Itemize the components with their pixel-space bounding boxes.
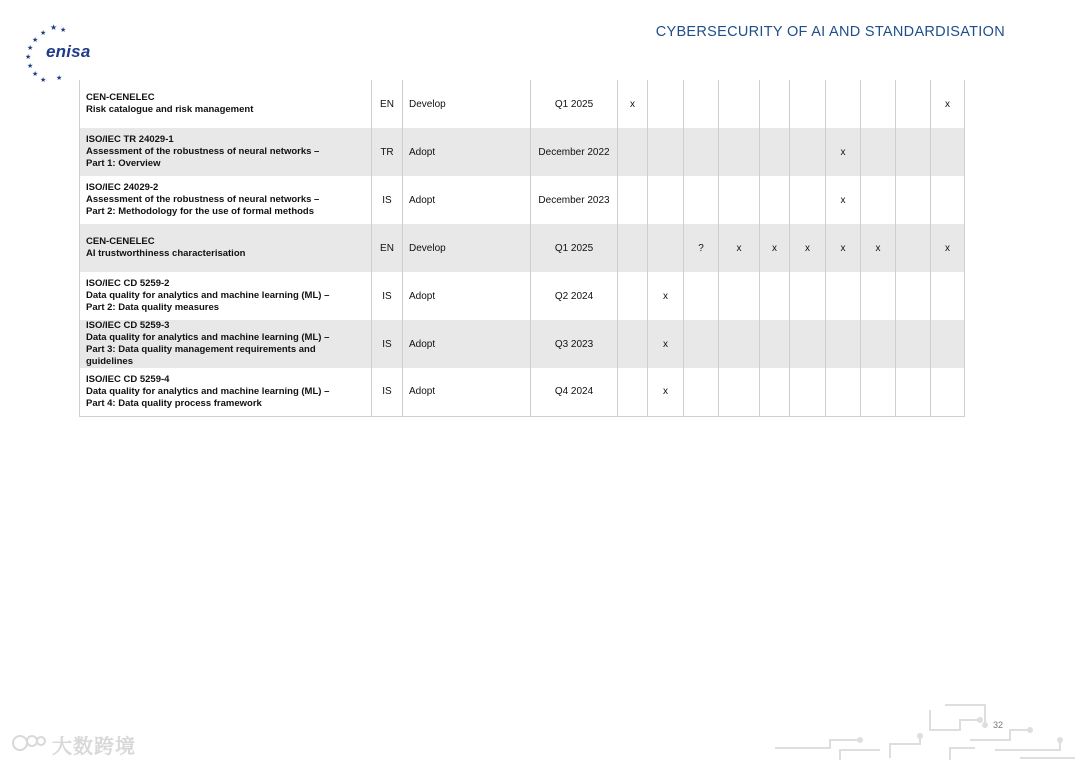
standard-title-line: ISO/IEC TR 24029-1 — [86, 134, 174, 145]
standard-title-line: Data quality for analytics and machine learning (ML) – — [86, 385, 330, 397]
mark-cell — [760, 272, 790, 320]
table-row — [80, 128, 965, 176]
document-type-cell: TR — [372, 128, 403, 176]
mark-cell — [618, 176, 648, 224]
mark-cell — [760, 368, 790, 416]
standard-title-line: Data quality for analytics and machine learning (ML) – — [86, 290, 330, 301]
date-cell: Q2 2024 — [531, 272, 618, 320]
mark-cell — [618, 368, 648, 416]
standard-title-cell — [80, 128, 372, 176]
mark-cell: ? — [684, 224, 719, 272]
mark-cell: x — [790, 224, 826, 272]
mark-cell — [931, 176, 965, 224]
standard-title-line: ISO/IEC CD 5259-3 — [86, 320, 170, 331]
table-row — [80, 176, 965, 224]
svg-text:★: ★ — [32, 37, 39, 44]
standard-title-cell — [80, 368, 372, 416]
svg-text:★: ★ — [25, 54, 32, 61]
watermark-icon — [10, 733, 46, 753]
mark-cell — [861, 320, 896, 368]
standard-title-line: Risk catalogue and risk management — [86, 104, 254, 115]
mark-cell — [618, 128, 648, 176]
mark-cell — [896, 368, 931, 416]
mark-cell — [684, 320, 719, 368]
mark-cell: x — [719, 224, 760, 272]
page-number: 32 — [993, 720, 1004, 730]
mark-cell — [931, 368, 965, 416]
table-row — [80, 272, 965, 320]
mark-cell — [790, 128, 826, 176]
mark-cell: x — [826, 176, 861, 224]
standard-title-line: Data quality for analytics and machine learning (ML) – — [86, 332, 330, 343]
action-cell: Develop — [403, 224, 531, 272]
mark-cell — [826, 320, 861, 368]
mark-cell — [648, 176, 684, 224]
mark-cell: x — [618, 80, 648, 128]
mark-cell — [760, 320, 790, 368]
mark-cell: x — [648, 272, 684, 320]
mark-cell — [719, 368, 760, 416]
standard-title-line: ISO/IEC 24029-2 — [86, 182, 159, 193]
document-title: CYBERSECURITY OF AI AND STANDARDISATION — [655, 24, 1005, 40]
svg-text:★: ★ — [32, 71, 39, 78]
mark-cell — [861, 368, 896, 416]
circuit-decoration — [770, 700, 1080, 763]
standard-title-line: CEN-CENELEC — [86, 92, 155, 103]
mark-cell — [861, 176, 896, 224]
action-cell: Adopt — [403, 176, 531, 224]
mark-cell — [618, 272, 648, 320]
standard-title-line: AI trustworthiness characterisation — [86, 248, 246, 259]
action-cell: Develop — [403, 80, 531, 128]
mark-cell — [790, 80, 826, 128]
mark-cell — [896, 272, 931, 320]
mark-cell — [826, 80, 861, 128]
document-type-cell: IS — [372, 320, 403, 368]
mark-cell: x — [931, 224, 965, 272]
date-cell: Q1 2025 — [531, 80, 618, 128]
standards-table — [79, 80, 965, 417]
logo-wordmark: enisa — [46, 42, 91, 61]
mark-cell — [618, 320, 648, 368]
standard-title-line: ISO/IEC CD 5259-2 — [86, 278, 170, 289]
mark-cell — [790, 176, 826, 224]
document-type-cell: IS — [372, 272, 403, 320]
table-row — [80, 368, 965, 416]
svg-text:★: ★ — [40, 77, 47, 84]
mark-cell: x — [931, 80, 965, 128]
mark-cell: x — [648, 320, 684, 368]
standard-title-cell — [80, 80, 372, 128]
standard-title-line: Part 3: Data quality management requirements and — [86, 344, 316, 355]
mark-cell — [790, 320, 826, 368]
mark-cell — [790, 272, 826, 320]
svg-text:★: ★ — [27, 45, 34, 52]
mark-cell — [719, 320, 760, 368]
mark-cell — [931, 272, 965, 320]
standard-title-line: Assessment of the robustness of neural networks – — [86, 146, 320, 157]
document-type-cell: EN — [372, 224, 403, 272]
mark-cell — [790, 368, 826, 416]
action-cell: Adopt — [403, 272, 531, 320]
mark-cell: x — [826, 128, 861, 176]
mark-cell — [684, 176, 719, 224]
standard-title-cell — [80, 224, 372, 272]
watermark-text: 大数跨境 — [52, 736, 136, 758]
mark-cell — [684, 80, 719, 128]
date-cell: Q1 2025 — [531, 224, 618, 272]
mark-cell — [648, 80, 684, 128]
standard-title-cell — [80, 320, 372, 368]
action-cell: Adopt — [403, 320, 531, 368]
mark-cell — [684, 272, 719, 320]
svg-text:★: ★ — [27, 63, 34, 70]
table-row — [80, 224, 965, 272]
svg-text:★: ★ — [50, 23, 58, 32]
mark-cell — [648, 224, 684, 272]
date-cell: December 2023 — [531, 176, 618, 224]
mark-cell: x — [861, 224, 896, 272]
date-cell: Q4 2024 — [531, 368, 618, 416]
standard-title-line: Part 2: Methodology for the use of formal methods — [86, 206, 315, 217]
svg-text:★: ★ — [40, 30, 47, 37]
date-cell: Q3 2023 — [531, 320, 618, 368]
mark-cell — [719, 176, 760, 224]
standard-title-line: Part 2: Data quality measures — [86, 302, 220, 313]
mark-cell: x — [826, 224, 861, 272]
standard-title-line: Part 4: Data quality process framework — [86, 397, 262, 409]
mark-cell — [896, 224, 931, 272]
mark-cell — [684, 128, 719, 176]
mark-cell — [896, 80, 931, 128]
mark-cell — [826, 368, 861, 416]
standard-title-line: ISO/IEC CD 5259-4 — [86, 373, 170, 385]
document-type-cell: EN — [372, 80, 403, 128]
mark-cell — [719, 80, 760, 128]
standard-title-line: CEN-CENELEC — [86, 236, 155, 247]
document-type-cell: IS — [372, 176, 403, 224]
standard-title-line: Assessment of the robustness of neural networks – — [86, 194, 320, 205]
mark-cell — [648, 128, 684, 176]
mark-cell — [618, 224, 648, 272]
mark-cell — [760, 128, 790, 176]
mark-cell — [896, 176, 931, 224]
mark-cell — [896, 128, 931, 176]
mark-cell — [684, 368, 719, 416]
mark-cell — [896, 320, 931, 368]
date-cell: December 2022 — [531, 128, 618, 176]
table-row — [80, 80, 965, 128]
standard-title-cell — [80, 176, 372, 224]
mark-cell — [719, 272, 760, 320]
mark-cell — [931, 320, 965, 368]
action-cell: Adopt — [403, 368, 531, 416]
mark-cell: x — [648, 368, 684, 416]
mark-cell — [861, 80, 896, 128]
mark-cell — [760, 176, 790, 224]
standard-title-line: guidelines — [86, 356, 133, 367]
table-row — [80, 320, 965, 368]
mark-cell — [760, 80, 790, 128]
mark-cell: x — [760, 224, 790, 272]
mark-cell — [826, 272, 861, 320]
mark-cell — [861, 128, 896, 176]
mark-cell — [931, 128, 965, 176]
standard-title-line: Part 1: Overview — [86, 158, 161, 169]
action-cell: Adopt — [403, 128, 531, 176]
standard-title-cell — [80, 272, 372, 320]
mark-cell — [861, 272, 896, 320]
svg-text:★: ★ — [60, 27, 67, 34]
svg-text:★: ★ — [56, 75, 63, 82]
document-type-cell: IS — [372, 368, 403, 416]
mark-cell — [719, 128, 760, 176]
